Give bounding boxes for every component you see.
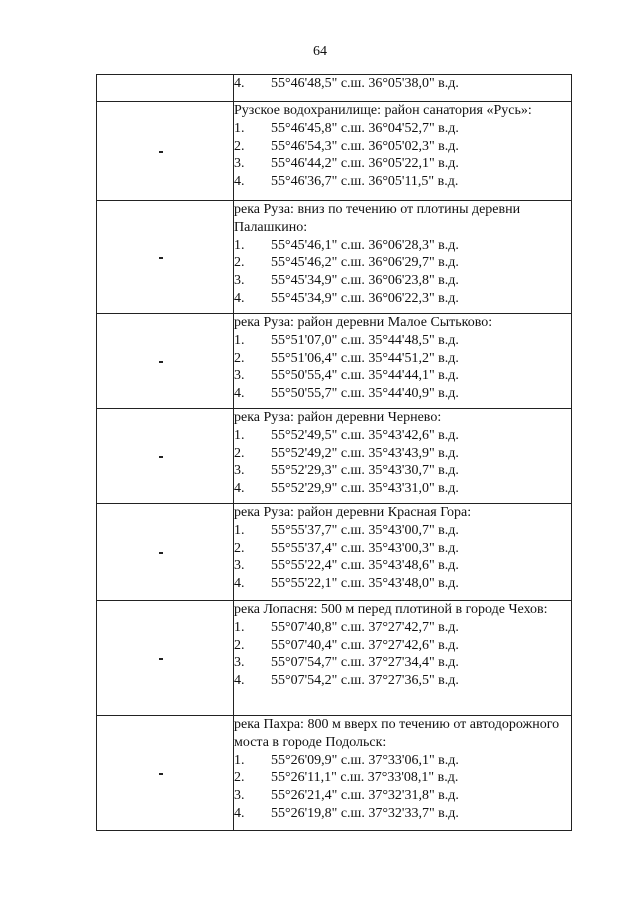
location-cell bbox=[234, 201, 572, 314]
point-coordinates: 55°46'44,2" с.ш. 36°05'22,1" в.д. bbox=[271, 156, 459, 172]
point-coordinates: 55°50'55,7" с.ш. 35°44'40,9" в.д. bbox=[271, 386, 459, 402]
location-cell bbox=[234, 314, 572, 409]
location-cell bbox=[234, 75, 572, 102]
table-row bbox=[97, 75, 572, 102]
point-coordinates: 55°26'11,1" с.ш. 37°33'08,1" в.д. bbox=[271, 770, 459, 786]
point-coordinates: 55°07'54,2" с.ш. 37°27'36,5" в.д. bbox=[271, 673, 459, 689]
point-number: 2. bbox=[234, 445, 245, 461]
table-row bbox=[97, 716, 572, 831]
point-number: 3. bbox=[234, 273, 245, 289]
coordinate-line bbox=[234, 462, 571, 480]
point-coordinates: 55°26'19,8" с.ш. 37°32'33,7" в.д. bbox=[271, 805, 459, 821]
coordinate-line bbox=[234, 290, 571, 308]
coordinate-line bbox=[234, 155, 571, 173]
point-number: 1. bbox=[234, 427, 245, 443]
point-number: 1. bbox=[234, 752, 245, 768]
dash-marker bbox=[159, 361, 163, 363]
marker-cell bbox=[97, 409, 234, 504]
page-number: 64 bbox=[313, 44, 327, 59]
point-coordinates: 55°51'07,0" с.ш. 35°44'48,5" в.д. bbox=[271, 332, 459, 348]
point-number: 2. bbox=[234, 255, 245, 271]
location-cell bbox=[234, 409, 572, 504]
dash-marker bbox=[159, 151, 163, 153]
point-number: 2. bbox=[234, 350, 245, 366]
location-heading: Рузское водохранилище: район санатория «Русь»: bbox=[234, 103, 532, 118]
point-number: 4. bbox=[234, 76, 245, 91]
point-coordinates: 55°45'34,9" с.ш. 36°06'22,3" в.д. bbox=[271, 290, 459, 306]
coordinate-line bbox=[234, 120, 571, 138]
location-cell bbox=[234, 716, 572, 831]
marker-cell bbox=[97, 102, 234, 201]
dash-marker bbox=[159, 456, 163, 458]
table-row bbox=[97, 201, 572, 314]
point-number: 4. bbox=[234, 481, 245, 497]
coordinate-line bbox=[234, 480, 571, 498]
point-coordinates: 55°55'37,4" с.ш. 35°43'00,3" в.д. bbox=[271, 540, 459, 556]
point-coordinates: 55°50'55,4" с.ш. 35°44'44,1" в.д. bbox=[271, 368, 459, 384]
dash-marker bbox=[159, 658, 163, 660]
point-number: 3. bbox=[234, 788, 245, 804]
coordinate-line bbox=[234, 350, 571, 368]
point-coordinates: 55°45'34,9" с.ш. 36°06'23,8" в.д. bbox=[271, 273, 459, 289]
point-number: 3. bbox=[234, 463, 245, 479]
marker-cell bbox=[97, 75, 234, 102]
marker-cell bbox=[97, 504, 234, 601]
point-coordinates: 55°07'40,4" с.ш. 37°27'42,6" в.д. bbox=[271, 637, 459, 653]
point-number: 4. bbox=[234, 174, 245, 190]
location-cell bbox=[234, 102, 572, 201]
point-coordinates: 55°46'36,7" с.ш. 36°05'11,5" в.д. bbox=[271, 174, 459, 190]
coordinate-line bbox=[234, 637, 571, 655]
coordinate-line bbox=[234, 254, 571, 272]
coordinate-line bbox=[234, 557, 571, 575]
location-cell bbox=[234, 504, 572, 601]
point-number: 2. bbox=[234, 138, 245, 154]
coordinate-line bbox=[234, 367, 571, 385]
location-heading: река Лопасня: 500 м перед плотиной в городе Чехов: bbox=[234, 602, 548, 617]
coordinate-line bbox=[234, 540, 571, 558]
marker-cell bbox=[97, 601, 234, 716]
dash-marker bbox=[159, 552, 163, 554]
point-coordinates: 55°52'29,3" с.ш. 35°43'30,7" в.д. bbox=[271, 463, 459, 479]
coordinate-line bbox=[234, 805, 571, 823]
point-number: 3. bbox=[234, 558, 245, 574]
coordinate-line bbox=[234, 672, 571, 690]
point-number: 4. bbox=[234, 576, 245, 592]
coordinate-line bbox=[234, 427, 571, 445]
point-number: 3. bbox=[234, 156, 245, 172]
point-coordinates: 55°55'22,4" с.ш. 35°43'48,6" в.д. bbox=[271, 558, 459, 574]
location-heading: река Руза: район деревни Чернево: bbox=[234, 410, 442, 425]
coordinate-line bbox=[234, 619, 571, 637]
point-number: 1. bbox=[234, 237, 245, 253]
point-coordinates: 55°55'22,1" с.ш. 35°43'48,0" в.д. bbox=[271, 576, 459, 592]
dash-marker bbox=[159, 257, 163, 259]
location-heading: река Руза: район деревни Красная Гора: bbox=[234, 505, 472, 520]
location-heading: река Пахра: 800 м вверх по течению от автодорожного моста в городе Подольск: bbox=[234, 717, 560, 750]
point-coordinates: 55°46'54,3" с.ш. 36°05'02,3" в.д. bbox=[271, 138, 459, 154]
point-number: 2. bbox=[234, 637, 245, 653]
point-number: 1. bbox=[234, 120, 245, 136]
marker-cell bbox=[97, 716, 234, 831]
point-coordinates: 55°45'46,2" с.ш. 36°06'29,7" в.д. bbox=[271, 255, 459, 271]
point-coordinates: 55°07'54,7" с.ш. 37°27'34,4" в.д. bbox=[271, 655, 459, 671]
point-coordinates: 55°07'40,8" с.ш. 37°27'42,7" в.д. bbox=[271, 619, 459, 635]
point-coordinates: 55°46'45,8" с.ш. 36°04'52,7" в.д. bbox=[271, 120, 459, 136]
point-number: 4. bbox=[234, 386, 245, 402]
point-number: 2. bbox=[234, 540, 245, 556]
coordinate-line bbox=[234, 237, 571, 255]
coordinate-line bbox=[234, 138, 571, 156]
point-coordinates: 55°52'49,5" с.ш. 35°43'42,6" в.д. bbox=[271, 427, 459, 443]
point-coordinates: 55°45'46,1" с.ш. 36°06'28,3" в.д. bbox=[271, 237, 459, 253]
coordinate-line bbox=[234, 385, 571, 403]
point-coordinates: 55°26'21,4" с.ш. 37°32'31,8" в.д. bbox=[271, 788, 459, 804]
coordinate-line bbox=[234, 654, 571, 672]
dash-marker bbox=[159, 773, 163, 775]
coordinates-table-body bbox=[97, 75, 572, 831]
point-coordinates: 55°46'48,5" с.ш. 36°05'38,0" в.д. bbox=[271, 76, 459, 91]
point-number: 1. bbox=[234, 522, 245, 538]
point-number: 4. bbox=[234, 805, 245, 821]
coordinate-line bbox=[234, 75, 571, 93]
coordinate-line bbox=[234, 787, 571, 805]
table-row bbox=[97, 504, 572, 601]
table-row bbox=[97, 601, 572, 716]
table-row bbox=[97, 409, 572, 504]
point-number: 3. bbox=[234, 655, 245, 671]
marker-cell bbox=[97, 201, 234, 314]
point-coordinates: 55°52'49,2" с.ш. 35°43'43,9" в.д. bbox=[271, 445, 459, 461]
location-heading: река Руза: район деревни Малое Сытьково: bbox=[234, 315, 493, 330]
coordinate-line bbox=[234, 173, 571, 191]
coordinate-line bbox=[234, 445, 571, 463]
point-number: 4. bbox=[234, 290, 245, 306]
point-number: 3. bbox=[234, 368, 245, 384]
point-number: 1. bbox=[234, 332, 245, 348]
coordinates-table bbox=[96, 74, 572, 831]
table-row bbox=[97, 314, 572, 409]
table-row bbox=[97, 102, 572, 201]
coordinate-line bbox=[234, 752, 571, 770]
coordinate-line bbox=[234, 769, 571, 787]
point-number: 2. bbox=[234, 770, 245, 786]
coordinate-line bbox=[234, 272, 571, 290]
location-cell bbox=[234, 601, 572, 716]
marker-cell bbox=[97, 314, 234, 409]
coordinate-line bbox=[234, 575, 571, 593]
point-coordinates: 55°52'29,9" с.ш. 35°43'31,0" в.д. bbox=[271, 481, 459, 497]
location-heading: река Руза: вниз по течению от плотины деревни Палашкино: bbox=[234, 202, 521, 235]
coordinate-line bbox=[234, 522, 571, 540]
coordinate-line bbox=[234, 332, 571, 350]
point-number: 4. bbox=[234, 673, 245, 689]
point-coordinates: 55°51'06,4" с.ш. 35°44'51,2" в.д. bbox=[271, 350, 459, 366]
point-coordinates: 55°55'37,7" с.ш. 35°43'00,7" в.д. bbox=[271, 522, 459, 538]
point-coordinates: 55°26'09,9" с.ш. 37°33'06,1" в.д. bbox=[271, 752, 459, 768]
point-number: 1. bbox=[234, 619, 245, 635]
